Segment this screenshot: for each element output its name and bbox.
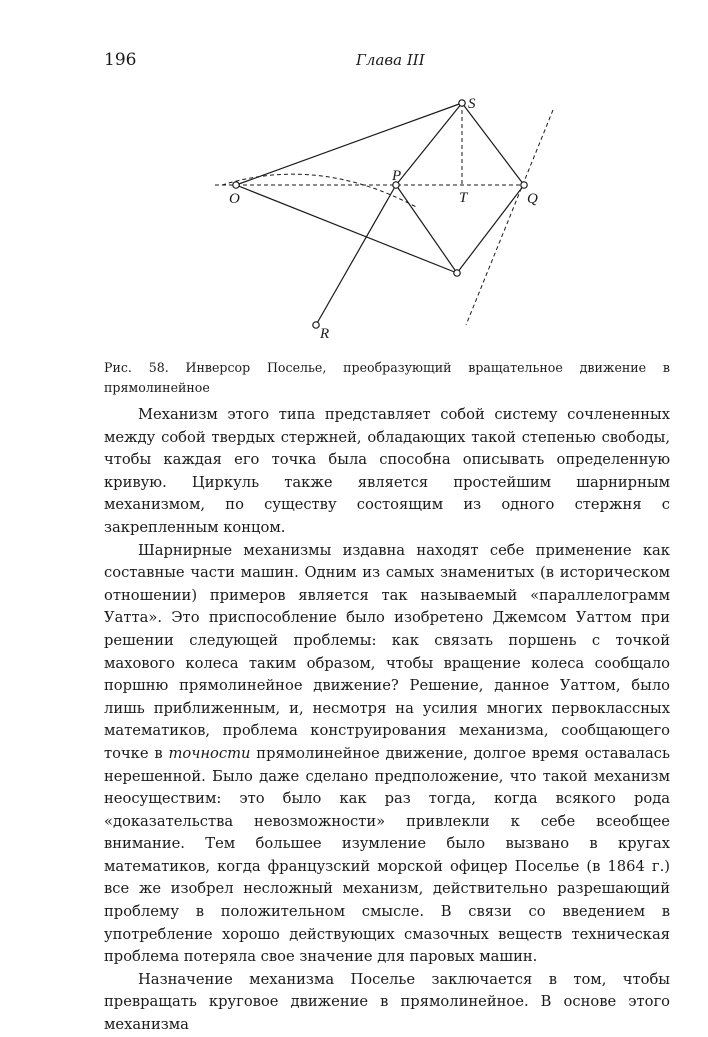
paragraph (104, 540, 670, 969)
body-text (104, 404, 670, 1037)
label-O: O (229, 191, 240, 207)
rod-S-Q (462, 103, 524, 185)
page-number: 196 (104, 50, 137, 70)
rod-P-V (396, 185, 457, 273)
peaucellier-inversor-figure (0, 0, 708, 350)
rod-O-V (236, 185, 457, 273)
dashed-straight-path-of-Q (466, 110, 553, 325)
label-T: T (459, 190, 468, 206)
label-P: P (392, 168, 402, 184)
paragraph-text: Шарнирные механизмы издавна находят себе применение как составные части машин. Одним из самых знаменитых (в историческом отношении) примеров является так называемый «параллелограмм Уатта». Это приспособление было изобретено Джемсом Уаттом при решении следующей проблемы: как связать поршень с точкой махового колеса таким образом, чтобы вращение колеса сообщало поршню прямолинейное движение? Решение, данное Уаттом, было лишь приближенным, и, несмотря на усилия многих первоклассных математиков, проблема конструирования механизма, сообщающего точке в (104, 541, 670, 762)
joint-S (459, 100, 465, 106)
joint-O (233, 182, 239, 188)
rod-O-S (236, 103, 462, 185)
paragraph-text: прямолинейное движение, долгое время оставалась нерешенной. Было даже сделано предположение, что такой механизм неосуществим: это было как раз тогда, когда всякого рода «доказательства невозможности» привлекли к себе всеобщее внимание. Тем большее изумление было вызвано в кругах математиков, когда французский морской офицер Поселье (в 1864 г.) все же изобрел несложный механизм, действительно разрешающий проблему в положительном смысле. В связи со введением в употребление хорошо действующих смазочных веществ техническая проблема потеряла свое значение для паровых машин. (104, 744, 670, 966)
chapter-title: Глава III (356, 51, 425, 69)
label-R: R (320, 326, 330, 342)
paragraph: Назначение механизма Поселье заключается в том, чтобы превращать круговое движение в прямолинейное. В основе этого механизма (104, 970, 670, 1034)
emphasis-text: точности (168, 744, 251, 762)
label-S: S (468, 96, 476, 112)
paragraph: Механизм этого типа представляет собой систему сочлененных между собой твердых стержней, обладающих такой степенью свободы, чтобы каждая его точка была способна описывать определенную кривую. Циркуль также является простейшим шарнирным механизмом, по существу состоящим из одного стержня с закрепленным концом. (104, 406, 670, 536)
label-Q: Q (527, 191, 538, 207)
joint-Q (521, 182, 527, 188)
joint-R (313, 322, 319, 328)
figure-caption: Рис. 58. Инверсор Поселье, преобразующий вращательное движение в прямолинейное (104, 360, 670, 395)
rod-R-P (316, 185, 396, 325)
joint-V (454, 270, 460, 276)
